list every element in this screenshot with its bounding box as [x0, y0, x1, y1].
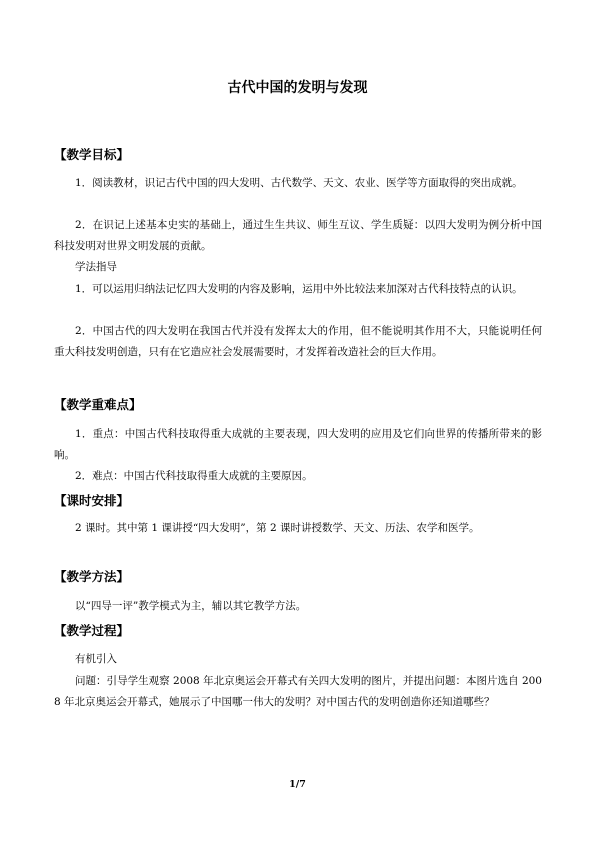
methods-paragraph-1: 以“四导一评”教学模式为主，辅以其它教学方法。 [75, 600, 307, 612]
section-heading-methods: 【教学方法】 [54, 569, 130, 584]
document-title: 古代中国的发明与发现 [227, 80, 368, 96]
section-heading-key-points: 【教学重难点】 [54, 397, 142, 412]
process-intro-label: 有机引入 [75, 653, 117, 665]
section-heading-process: 【教学过程】 [54, 623, 130, 638]
schedule-paragraph-1: 2 课时。其中第 1 课讲授“四大发明”，第 2 课时讲授数学、天文、历法、农学和医学。 [75, 522, 480, 534]
objectives-paragraph-3: 1．可以运用归纳法记忆四大发明的内容及影响，运用中外比较法来加深对古代科技特点的认识。 [75, 283, 523, 295]
objectives-paragraph-4: 2．中国古代的四大发明在我国古代并没有发挥太大的作用，但不能说明其作用不大，只能说明任何重大科技发明创造，只有在它造应社会发展需要时，才发挥着改造社会的巨大作用。 [54, 325, 542, 358]
page-number: 1/7 [289, 779, 306, 790]
key-points-paragraph-2: 2．难点：中国古代科技取得重大成就的主要原因。 [75, 470, 313, 482]
process-paragraph-1: 问题：引导学生观察 2008 年北京奥运会开幕式有关四大发明的图片，并提出问题：本图片选自 2008 年北京奥运会开幕式，她展示了中国哪一伟大的发明？对中国古代的发明创造你还知道哪些？ [54, 675, 542, 708]
section-heading-schedule: 【课时安排】 [54, 493, 130, 508]
study-guide-label: 学法指导 [75, 261, 117, 273]
objectives-paragraph-1: 1．阅读教材，识记古代中国的四大发明、古代数学、天文、农业、医学等方面取得的突出成就。 [75, 177, 523, 189]
key-points-paragraph-1: 1．重点：中国古代科技取得重大成就的主要表现，四大发明的应用及它们向世界的传播所带来的影响。 [54, 428, 542, 461]
objectives-paragraph-2: 2．在识记上述基本史实的基础上，通过生生共议、师生互议、学生质疑：以四大发明为例分析中国科技发明对世界文明发展的贡献。 [54, 219, 542, 252]
section-heading-objectives: 【教学目标】 [54, 147, 130, 162]
